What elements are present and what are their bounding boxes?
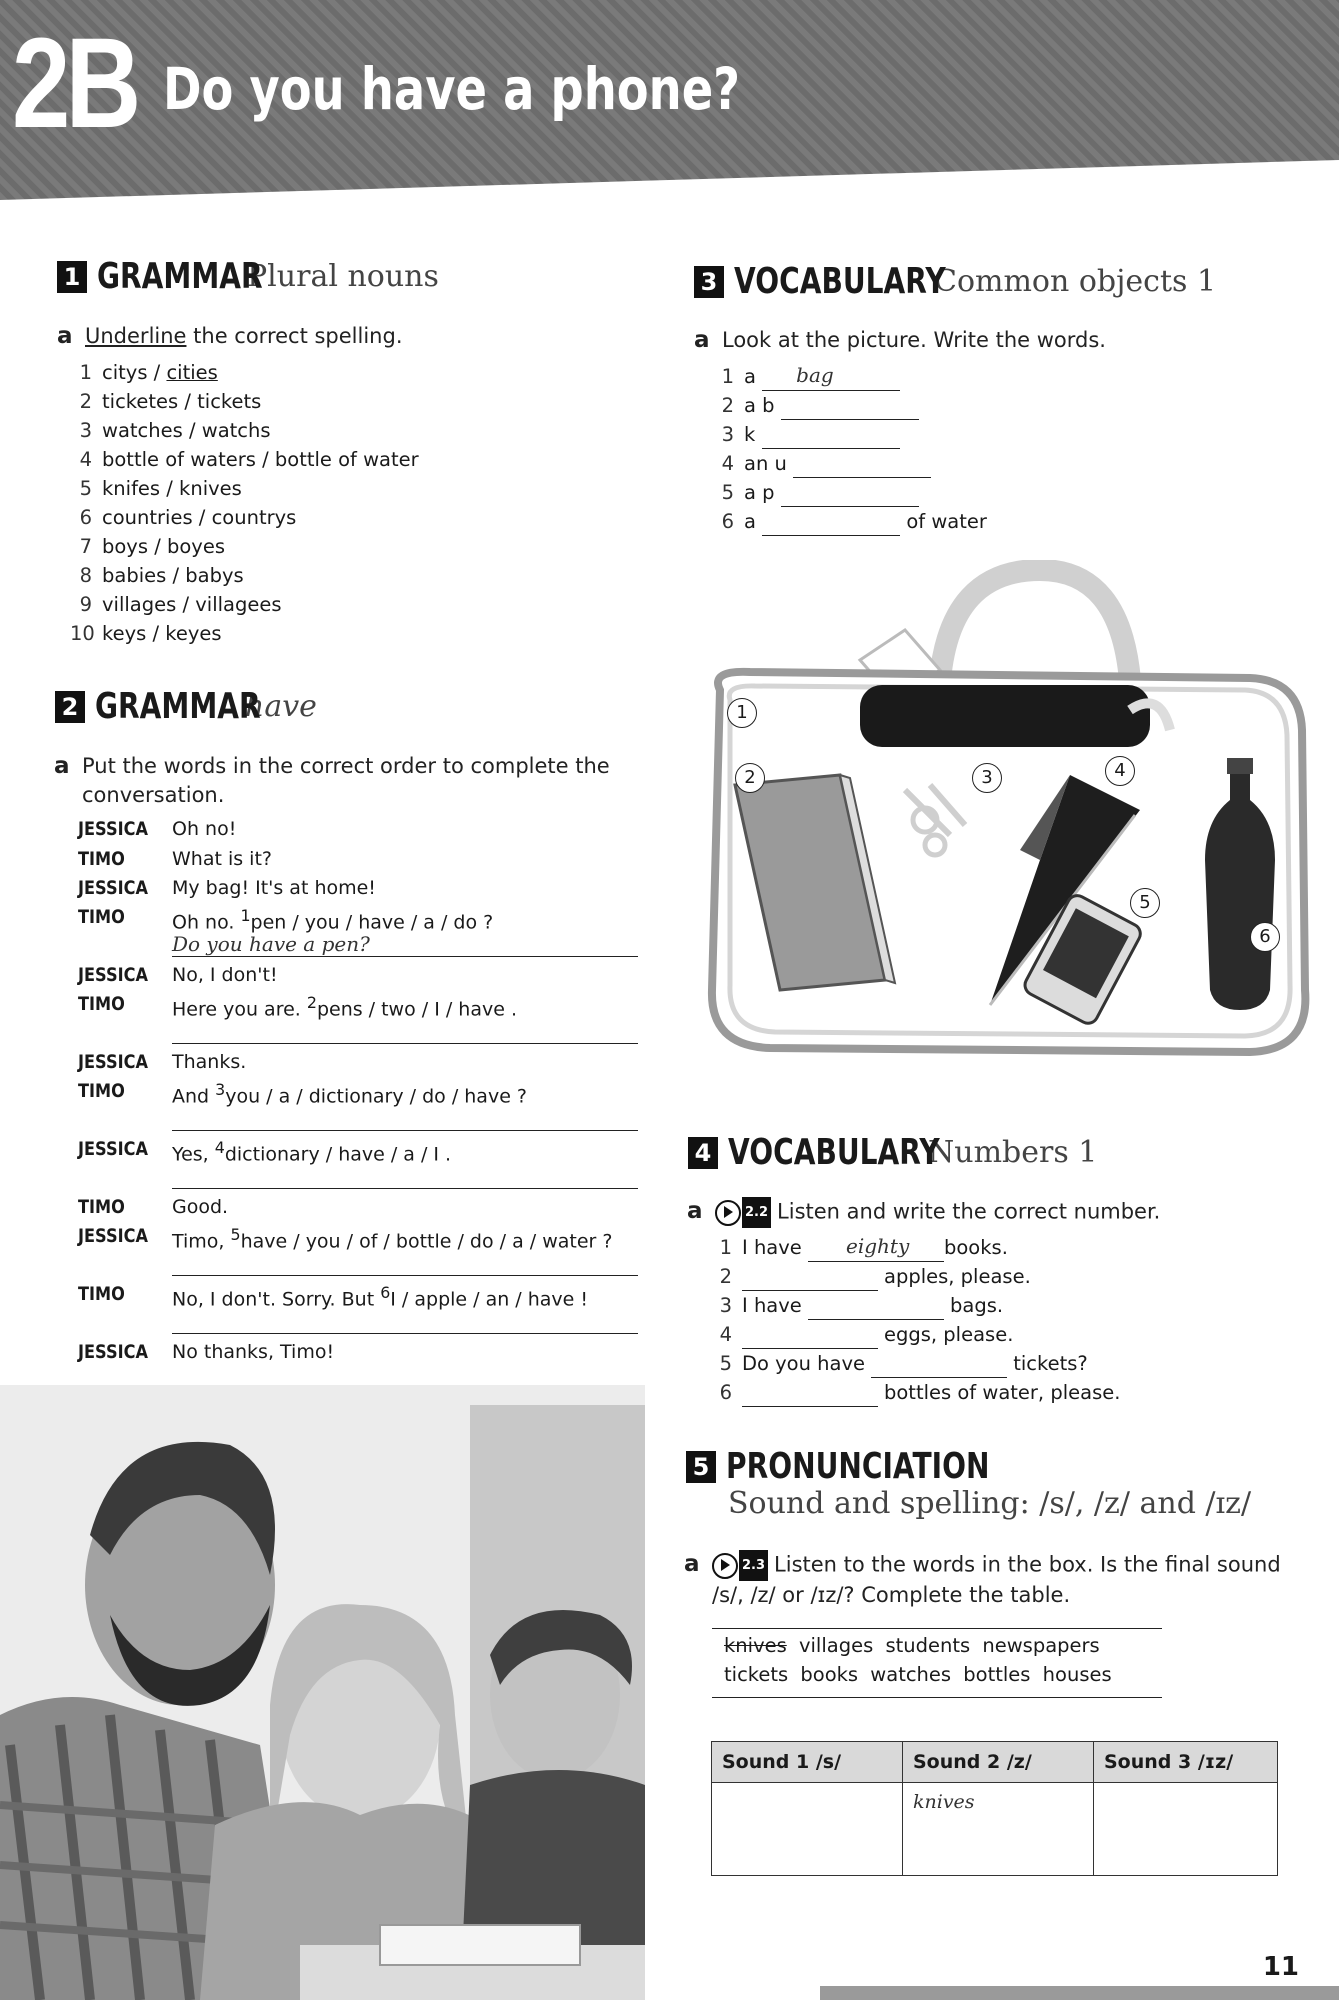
answer-line[interactable] (172, 1275, 638, 1276)
list-item: 5 Do you have tickets? (710, 1349, 1310, 1378)
answer-blank[interactable] (808, 1299, 944, 1320)
answer-blank[interactable] (742, 1270, 878, 1291)
section-1-heading (57, 256, 439, 297)
list-item: 6 countries / countrys (79, 506, 297, 529)
section-keyword: VOCABULARY (728, 1132, 940, 1173)
picture-label-4: 4 (1105, 756, 1135, 786)
list-item: 1 a bag (712, 362, 1312, 391)
section-3-heading (694, 261, 1216, 302)
instruction-text: Look at the picture. Write the words. (722, 328, 1106, 352)
picture-label-1: 1 (727, 698, 757, 728)
page-number: 11 (1262, 1952, 1299, 1982)
word-item: tickets (724, 1663, 789, 1686)
answer-line[interactable] (172, 1043, 638, 1044)
list-item: 3 I have bags. (710, 1291, 1310, 1320)
section-4-instruction (687, 1197, 1315, 1228)
answer-line[interactable] (172, 1333, 638, 1334)
list-item: 6 bottles of water, please. (710, 1378, 1310, 1407)
sound-table (711, 1741, 1278, 1876)
list-item: 2 apples, please. (710, 1262, 1310, 1291)
table-cell[interactable] (1094, 1783, 1278, 1876)
list-item: 5 knifes / knives (79, 477, 242, 500)
track-number: 2.2 (742, 1197, 771, 1228)
picture-label-6: 6 (1250, 922, 1280, 952)
answer-blank[interactable] (781, 486, 919, 507)
students-photo (0, 1385, 645, 2000)
list-item: 7 boys / boyes (79, 535, 225, 558)
list-item: 5 a p (712, 478, 1312, 507)
picture-label-3: 3 (972, 763, 1002, 793)
list-item: 2 ticketes / tickets (79, 390, 262, 413)
conversation: JESSICA Oh no! TIMO What is it? JESSICA My bag! It's at home! TIMO Oh no. $^1$pen / you / have / a / do ? Do you have a pen? JESSICA No, I don't! TIMO Here you are. $^2$pens / two / I / have . JESSICA Thanks. TIMO And $^3$you / a / dictionary / do / have ? JESSICA Yes, $^4$dictionary / have / a / I . TIMO Good. JESSICA Timo, $^5$have / you / of / bottle / do / a / water ? TIMO No, I don't. Sorry. But $^6$I / apple / an / have ! JESSICA No thanks, Timo! (78, 818, 658, 1378)
section-4-heading (688, 1132, 1097, 1173)
instruction-text: Listen to the words in the box. Is the final sound /s/, /z/ or /ɪz/? Complete the table. (712, 1552, 1281, 1607)
section-5-instruction (684, 1550, 1302, 1610)
exercise-label: a (684, 1551, 700, 1577)
section-number-badge: 3 (694, 266, 724, 298)
word-item: houses (1042, 1663, 1112, 1686)
numbers-list (710, 1233, 1310, 1407)
underlined-answer: cities (166, 361, 218, 384)
unit-title: Do you have a phone? (163, 55, 741, 123)
students-photo-illustration (0, 1385, 645, 2000)
table-header: Sound 1 /s/ (712, 1742, 903, 1783)
list-item: 8 babies / babys (79, 564, 244, 587)
word-item: students (885, 1634, 971, 1657)
section-subtitle: Numbers 1 (928, 1135, 1098, 1170)
section-subtitle: Plural nouns (247, 259, 439, 294)
answer-handwritten: Do you have a pen? (172, 932, 370, 956)
audio-track-badge[interactable] (712, 1550, 768, 1581)
word-item: bottles (963, 1663, 1031, 1686)
section-3-instruction (694, 326, 1302, 355)
list-item: 1 citys / cities (79, 361, 218, 384)
picture-label-2: 2 (735, 763, 765, 793)
common-objects-list (712, 362, 1312, 536)
page-footer-bar (820, 1986, 1339, 2000)
handwritten-answer: bag (796, 363, 834, 387)
play-icon (712, 1553, 738, 1579)
section-number-badge: 2 (55, 691, 85, 723)
section-keyword: VOCABULARY (734, 261, 946, 302)
section-keyword: PRONUNCIATION (726, 1446, 990, 1487)
list-item: 6 a of water (712, 507, 1312, 536)
list-item: 4 bottle of waters / bottle of water (79, 448, 419, 471)
word-item: knives (724, 1634, 787, 1657)
bag-drawing (690, 560, 1320, 1080)
play-icon (715, 1200, 741, 1226)
word-item: newspapers (982, 1634, 1100, 1657)
section-subtitle: have (245, 689, 317, 724)
table-header: Sound 2 /z/ (903, 1742, 1094, 1783)
instruction-text: the correct spelling. (186, 324, 403, 348)
answer-line[interactable] (172, 956, 638, 957)
answer-blank[interactable] (808, 1234, 944, 1262)
instruction-text: Listen and write the correct number. (777, 1199, 1161, 1224)
section-number-badge: 1 (57, 261, 87, 293)
list-item: 4 an u (712, 449, 1312, 478)
picture-label-5: 5 (1130, 888, 1160, 918)
word-item: books (800, 1663, 859, 1686)
section-2-heading (55, 686, 317, 727)
list-item: 4 eggs, please. (710, 1320, 1310, 1349)
section-keyword: GRAMMAR (97, 256, 263, 297)
list-item: 1 I have eighty books. (710, 1233, 1310, 1262)
word-box (712, 1628, 1162, 1698)
instruction-underlined-word: Underline (85, 324, 187, 348)
exercise-label: a (54, 753, 70, 779)
table-header: Sound 3 /ɪz/ (1094, 1742, 1278, 1783)
section-2-instruction (54, 752, 642, 810)
list-item: 2 a b (712, 391, 1312, 420)
word-item: villages (798, 1634, 874, 1657)
section-keyword: GRAMMAR (95, 686, 261, 727)
answer-blank[interactable] (742, 1386, 878, 1407)
section-5-heading (686, 1446, 1064, 1487)
exercise-label: a (694, 327, 710, 353)
answer-line[interactable] (172, 1130, 638, 1131)
exercise-label: a (57, 323, 73, 349)
section-subtitle: Common objects 1 (934, 264, 1217, 299)
answer-line[interactable] (172, 1188, 638, 1189)
list-item: 3 watches / watchs (79, 419, 271, 442)
exercise-label: a (687, 1198, 703, 1224)
answer-blank[interactable] (793, 457, 931, 478)
answer-blank[interactable] (742, 1328, 878, 1349)
answer-blank[interactable] (762, 515, 900, 536)
bag-illustration (690, 560, 1320, 1080)
instruction-text: Put the words in the correct order to complete the conversation. (82, 754, 610, 807)
section-5-subtitle: Sound and spelling: /s/, /z/ and /ɪz/ (728, 1486, 1252, 1521)
list-item: 9 villages / villagees (79, 593, 282, 616)
answer-blank[interactable] (781, 399, 919, 420)
answer-blank[interactable] (762, 428, 900, 449)
list-item: 10 keys / keyes (70, 622, 222, 645)
section-number-badge: 5 (686, 1451, 716, 1483)
list-item: 3 k (712, 420, 1312, 449)
handwritten-answer: eighty (846, 1234, 910, 1258)
table-cell[interactable]: knives (903, 1783, 1094, 1876)
answer-blank[interactable] (871, 1357, 1007, 1378)
table-cell[interactable] (712, 1783, 903, 1876)
section-number-badge: 4 (688, 1137, 718, 1169)
track-number: 2.3 (739, 1550, 768, 1581)
audio-track-badge[interactable] (715, 1197, 771, 1228)
unit-code: 2B (12, 12, 137, 155)
plural-nouns-list (70, 358, 630, 648)
word-item: watches (870, 1663, 952, 1686)
section-1-instruction (57, 322, 645, 351)
